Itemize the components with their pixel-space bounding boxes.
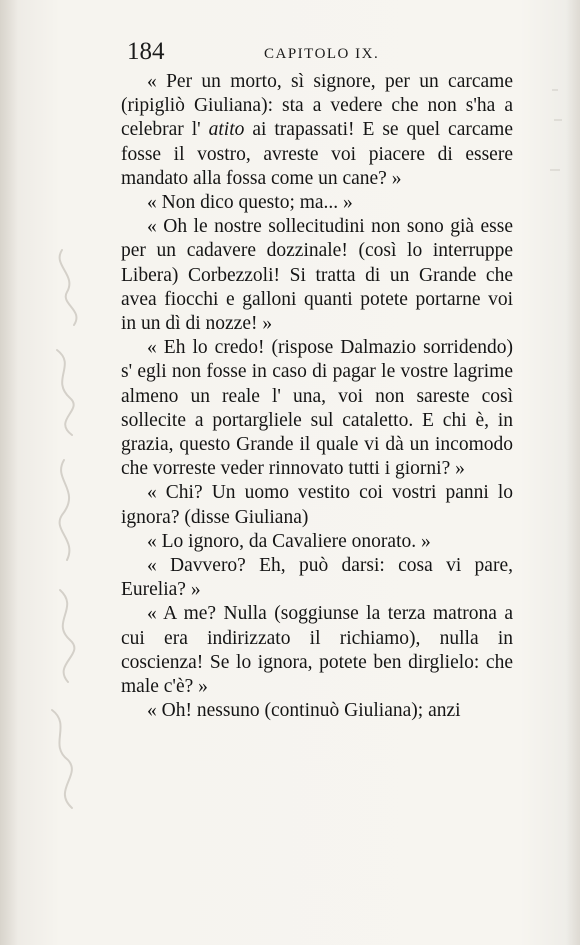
text-run: ai trapassati! E se quel carcame fosse il vostro, avreste voi piacere di essere mandato alla fossa come un cane? »	[121, 119, 513, 189]
pencil-marginalia-icon	[22, 230, 132, 830]
text-run: « Davvero? Eh, può darsi: cosa vi pare, Eurelia? »	[121, 555, 513, 601]
paragraph	[121, 70, 513, 191]
text-run: « Oh le nostre sollecitudini non sono già esse per un cadavere dozzinale! (così lo interruppe Libera) Corbezzoli! Si tratta di un Grande che avea fiocchi e galloni quanti potete portarne voi in un dì di nozze! »	[121, 216, 513, 335]
text-run: « Eh lo credo! (rispose Dalmazio sorridendo) s' egli non fosse in caso di pagar le vostre lagrime almeno un reale l' una, voi non sareste così sollecite a portargliele sul cataletto. E chi è, in grazia, questo Grande il quale vi dà un incomodo che vorreste veder rinnovato tutti i giorni? »	[121, 337, 513, 480]
page-header	[127, 38, 512, 68]
text-run: « Per un morto, sì signore, per un carcame (ripigliò Giuliana): sta a vedere che non s'ha a celebrar l'	[121, 71, 513, 141]
paragraph	[121, 530, 513, 554]
italic-text: atito	[208, 119, 245, 141]
text-run: « Chi? Un uomo vestito coi vostri panni lo ignora? (disse Giuliana)	[121, 482, 513, 528]
page-number: 184	[127, 38, 165, 65]
text-run: « Oh! nessuno (continuò Giuliana); anzi	[147, 700, 461, 722]
paragraph	[121, 481, 513, 529]
page-edge-shadow	[566, 0, 580, 945]
paragraph	[121, 215, 513, 336]
running-head: CAPITOLO IX.	[264, 46, 380, 62]
page-gutter-shadow	[0, 0, 18, 945]
text-run: « Lo ignoro, da Cavaliere onorato. »	[147, 530, 431, 552]
paragraph	[121, 191, 513, 215]
paragraph	[121, 602, 513, 699]
paragraph	[121, 336, 513, 481]
text-run: « A me? Nulla (soggiunse la terza matrona a cui era indirizzato il richiamo), nulla in coscienza! Se lo ignora, potete ben dirglielo: che male c'è? »	[121, 603, 513, 698]
paragraph	[121, 554, 513, 602]
body-text	[121, 70, 513, 723]
text-run: « Non dico questo; ma... »	[147, 192, 353, 214]
paragraph	[121, 699, 513, 723]
